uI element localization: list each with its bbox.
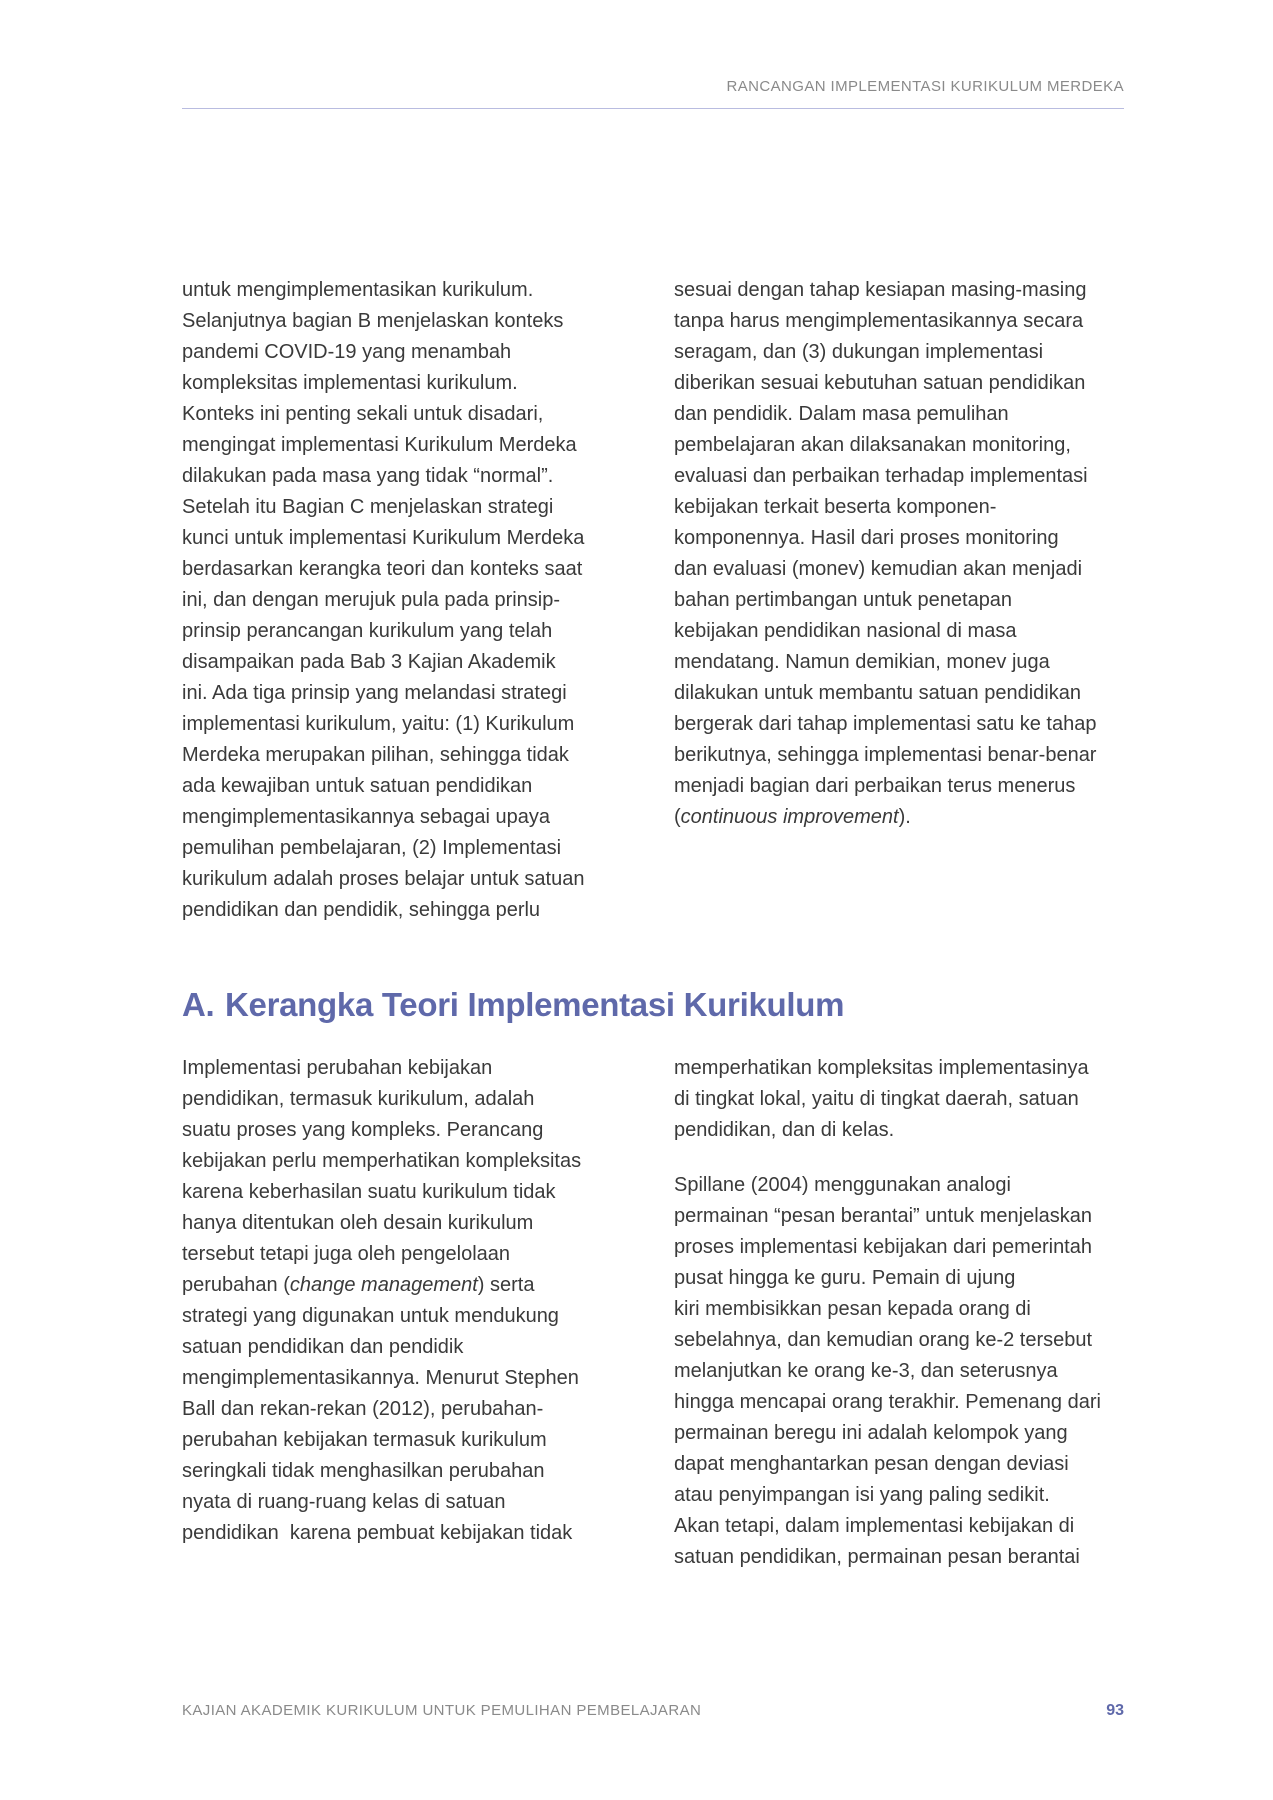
text-line: pendidikan, termasuk kurikulum, adalah — [182, 1088, 535, 1110]
text-line: pandemi COVID-19 yang menambah — [182, 341, 512, 363]
section-title: Kerangka Teori Implementasi Kurikulum — [225, 986, 845, 1023]
text-line: tersebut tetapi juga oleh pengelolaan — [182, 1243, 511, 1265]
text-line: Selanjutnya bagian B menjelaskan konteks — [182, 310, 564, 332]
text-fragment: ) serta — [477, 1274, 535, 1296]
text-line: Konteks ini penting sekali untuk disadari, — [182, 403, 544, 425]
text-line: hingga mencapai orang terakhir. Pemenang dari — [674, 1391, 1101, 1413]
paragraph-gap — [674, 1146, 1106, 1170]
text-line: pemulihan pembelajaran, (2) Implementasi — [182, 837, 562, 859]
text-line: berdasarkan kerangka teori dan konteks saat — [182, 558, 583, 580]
text-line: mengimplementasikannya. Menurut Stephen — [182, 1367, 579, 1389]
text-fragment: perubahan ( — [182, 1274, 290, 1296]
text-line: mendatang. Namun demikian, monev juga — [674, 651, 1050, 673]
text-line-italic — [182, 1270, 614, 1301]
text-line: kebijakan perlu memperhatikan kompleksitas — [182, 1150, 582, 1172]
text-line: karena keberhasilan suatu kurikulum tidak — [182, 1181, 556, 1203]
section-letter: A. — [182, 986, 215, 1023]
text-line: disampaikan pada Bab 3 Kajian Akademik — [182, 651, 556, 673]
italic-term: continuous improvement — [680, 806, 899, 828]
text-line: mengingat implementasi Kurikulum Merdeka — [182, 434, 577, 456]
text-line: nyata di ruang-ruang kelas di satuan — [182, 1491, 506, 1513]
italic-term: change management — [289, 1274, 478, 1296]
intro-left-column — [182, 275, 614, 926]
text-line: seringkali tidak menghasilkan perubahan — [182, 1460, 545, 1482]
text-line: di tingkat lokal, yaitu di tingkat daerah, satuan — [674, 1088, 1079, 1110]
text-line: pendidikan dan pendidik, sehingga perlu — [182, 899, 541, 921]
text-line: kurikulum adalah proses belajar untuk satuan — [182, 868, 585, 890]
text-line: proses implementasi kebijakan dari pemerintah — [674, 1236, 1092, 1258]
text-line: berikutnya, sehingga implementasi benar-benar — [674, 744, 1097, 766]
text-line: kiri membisikkan pesan kepada orang di — [674, 1298, 1031, 1320]
section-right-column — [674, 1053, 1106, 1573]
text-line: kebijakan terkait beserta komponen- — [674, 496, 997, 518]
text-line: Akan tetapi, dalam implementasi kebijakan di — [674, 1515, 1075, 1537]
intro-right-column — [674, 275, 1106, 833]
text-line: pusat hingga ke guru. Pemain di ujung — [674, 1267, 1016, 1289]
text-line: kunci untuk implementasi Kurikulum Merdeka — [182, 527, 585, 549]
text-line: Implementasi perubahan kebijakan — [182, 1057, 493, 1079]
text-line: pendidikan, dan di kelas. — [674, 1119, 895, 1141]
text-line: ada kewajiban untuk satuan pendidikan — [182, 775, 533, 797]
text-line: kebijakan pendidikan nasional di masa — [674, 620, 1017, 642]
text-line: dan evaluasi (monev) kemudian akan menjadi — [674, 558, 1083, 580]
text-line: kompleksitas implementasi kurikulum. — [182, 372, 518, 394]
text-line: hanya ditentukan oleh desain kurikulum — [182, 1212, 534, 1234]
text-line: atau penyimpangan isi yang paling sedikit. — [674, 1484, 1050, 1506]
text-fragment: ( — [674, 806, 681, 828]
text-line: suatu proses yang kompleks. Perancang — [182, 1119, 544, 1141]
text-line: pembelajaran akan dilaksanakan monitoring, — [674, 434, 1071, 456]
text-line: Merdeka merupakan pilihan, sehingga tidak — [182, 744, 569, 766]
text-line: dan pendidik. Dalam masa pemulihan — [674, 403, 1009, 425]
text-line: strategi yang digunakan untuk mendukung — [182, 1305, 559, 1327]
text-line: diberikan sesuai kebutuhan satuan pendidikan — [674, 372, 1086, 394]
text-line: mengimplementasikannya sebagai upaya — [182, 806, 551, 828]
section-left-column — [182, 1053, 614, 1549]
text-line: untuk mengimplementasikan kurikulum. — [182, 279, 534, 301]
text-line: prinsip perancangan kurikulum yang telah — [182, 620, 553, 642]
text-line: dilakukan untuk membantu satuan pendidikan — [674, 682, 1081, 704]
text-line-italic — [674, 802, 1106, 833]
text-line: Setelah itu Bagian C menjelaskan strategi — [182, 496, 554, 518]
text-line: melanjutkan ke orang ke-3, dan seterusnya — [674, 1360, 1058, 1382]
text-line: permainan “pesan berantai” untuk menjelaskan — [674, 1205, 1093, 1227]
text-line: satuan pendidikan dan pendidik — [182, 1336, 464, 1358]
text-line: satuan pendidikan, permainan pesan berantai — [674, 1546, 1080, 1568]
text-line: implementasi kurikulum, yaitu: (1) Kurikulum — [182, 713, 575, 735]
text-line: memperhatikan kompleksitas implementasinya — [674, 1057, 1089, 1079]
text-line: perubahan kebijakan termasuk kurikulum — [182, 1429, 547, 1451]
text-line: Ball dan rekan-rekan (2012), perubahan- — [182, 1398, 544, 1420]
text-line: seragam, dan (3) dukungan implementasi — [674, 341, 1044, 363]
text-line: sesuai dengan tahap kesiapan masing-masing — [674, 279, 1087, 301]
header-divider — [182, 108, 1124, 109]
text-line: dilakukan pada masa yang tidak “normal”. — [182, 465, 554, 487]
running-header: RANCANGAN IMPLEMENTASI KURIKULUM MERDEKA — [726, 78, 1124, 95]
text-line: pendidikan karena pembuat kebijakan tidak — [182, 1522, 573, 1544]
text-line: evaluasi dan perbaikan terhadap implementasi — [674, 465, 1088, 487]
text-line: permainan beregu ini adalah kelompok yang — [674, 1422, 1068, 1444]
text-line: dapat menghantarkan pesan dengan deviasi — [674, 1453, 1069, 1475]
text-line: bahan pertimbangan untuk penetapan — [674, 589, 1013, 611]
text-line: sebelahnya, dan kemudian orang ke-2 tersebut — [674, 1329, 1093, 1351]
text-line: menjadi bagian dari perbaikan terus menerus — [674, 775, 1076, 797]
section-heading — [182, 986, 844, 1024]
text-line: ini. Ada tiga prinsip yang melandasi strategi — [182, 682, 567, 704]
running-footer: KAJIAN AKADEMIK KURIKULUM UNTUK PEMULIHAN PEMBELAJARAN — [182, 1702, 702, 1719]
page-number: 93 — [1106, 1702, 1124, 1719]
text-line: ini, dan dengan merujuk pula pada prinsip- — [182, 589, 561, 611]
text-fragment: ). — [898, 806, 911, 828]
text-line: tanpa harus mengimplementasikannya secara — [674, 310, 1084, 332]
text-line: Spillane (2004) menggunakan analogi — [674, 1174, 1011, 1196]
text-line: bergerak dari tahap implementasi satu ke tahap — [674, 713, 1097, 735]
text-line: komponennya. Hasil dari proses monitoring — [674, 527, 1059, 549]
